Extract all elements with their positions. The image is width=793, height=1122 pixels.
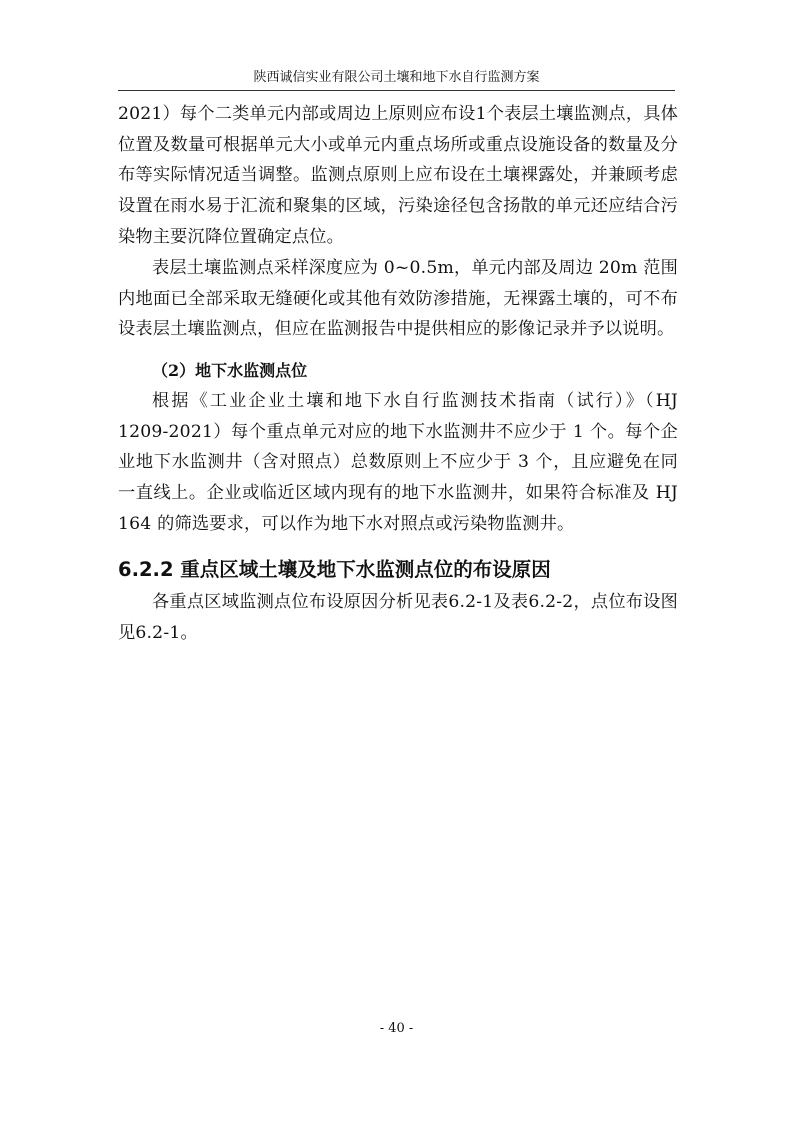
page-header [118, 66, 675, 91]
paragraph-groundwater-wells: 根据《工业企业土壤和地下水自行监测技术指南（试行）》（HJ 1209-2021）每个重点单元对应的地下水监测井不应少于 1 个。每个企业地下水监测井（含对照点）总数原则上不应少于 3 个，且应避免在同一直线上。企业或临近区域内现有的地下水监测井，如果符合标准及 HJ 164 的筛选要求，可以作为地下水对照点或污染物监测井。 [118, 391, 678, 534]
page-footer [0, 1019, 793, 1039]
paragraph-sampling-depth: 表层土壤监测点采样深度应为 0~0.5m，单元内部及周边 20m 范围内地面已全部采取无缝硬化或其他有效防渗措施，无裸露土壤的，可不布设表层土壤监测点，但应在监测报告中提供相应的影像记录并予以说明。 [118, 258, 678, 340]
subheading-groundwater-points: （2）地下水监测点位 [152, 361, 308, 380]
paragraph-surface-soil-points: 2021）每个二类单元内部或周边上原则应布设1个表层土壤监测点，具体位置及数量可根据单元大小或单元内重点场所或重点设施设备的数量及分布等实际情况适当调整。监测点原则上应布设在土壤裸露处，并兼顾考虑设置在雨水易于汇流和聚集的区域，污染途径包含扬散的单元还应结合污染物主要沉降位置确定点位。 [118, 104, 678, 247]
section-heading-6-2-2: 6.2.2 重点区域土壤及地下水监测点位的布设原因 [118, 558, 551, 581]
page-number: - 40 - [379, 1021, 414, 1036]
paragraph-table-reference: 各重点区域监测点位布设原因分析见表6.2-1及表6.2-2，点位布设图见6.2-1。 [118, 592, 678, 643]
header-title: 陕西诚信实业有限公司土壤和地下水自行监测方案 [253, 70, 540, 85]
